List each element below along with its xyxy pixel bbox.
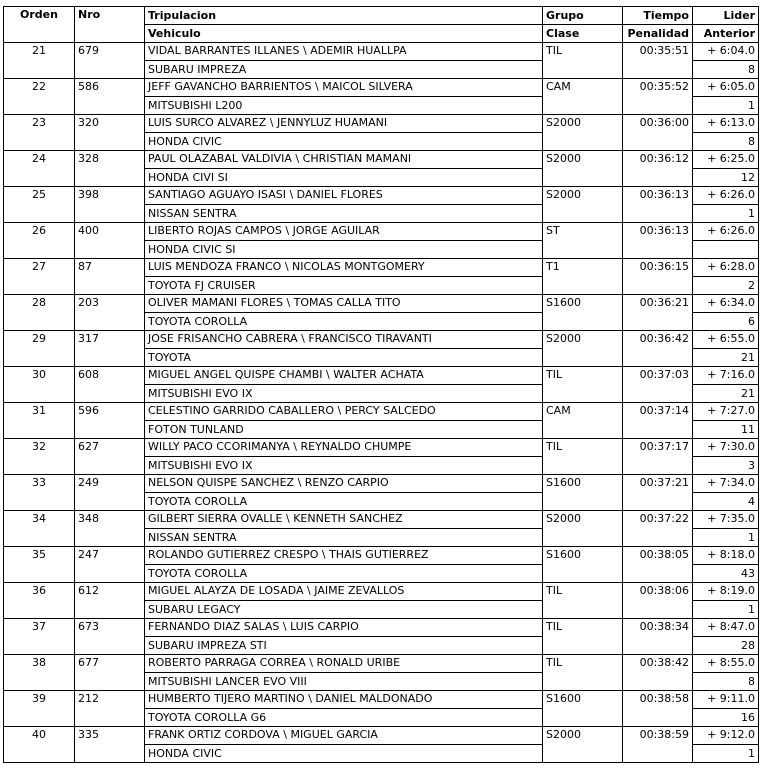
cell-orden: 33 bbox=[4, 475, 75, 511]
header-tiempo: Tiempo bbox=[623, 7, 693, 25]
cell-nro: 212 bbox=[75, 691, 145, 727]
cell-tripulacion: GILBERT SIERRA OVALLE \ KENNETH SANCHEZ bbox=[145, 511, 543, 529]
cell-nro: 398 bbox=[75, 187, 145, 223]
cell-grupo: CAM bbox=[543, 403, 623, 439]
cell-anterior: 1 bbox=[693, 205, 759, 223]
cell-grupo: TIL bbox=[543, 367, 623, 403]
cell-nro: 677 bbox=[75, 655, 145, 691]
cell-tripulacion: VIDAL BARRANTES ILLANES \ ADEMIR HUALLPA bbox=[145, 43, 543, 61]
cell-anterior: 6 bbox=[693, 313, 759, 331]
cell-lider: + 6:25.0 bbox=[693, 151, 759, 169]
cell-orden: 36 bbox=[4, 583, 75, 619]
cell-anterior: 1 bbox=[693, 97, 759, 115]
table-row bbox=[4, 403, 759, 421]
cell-grupo: S1600 bbox=[543, 475, 623, 511]
cell-nro: 679 bbox=[75, 43, 145, 79]
cell-lider: + 7:16.0 bbox=[693, 367, 759, 385]
table-row bbox=[4, 331, 759, 349]
cell-vehiculo: TOYOTA FJ CRUISER bbox=[145, 277, 543, 295]
cell-tripulacion: NELSON QUISPE SANCHEZ \ RENZO CARPIO bbox=[145, 475, 543, 493]
cell-orden: 34 bbox=[4, 511, 75, 547]
table-row bbox=[4, 367, 759, 385]
cell-orden: 35 bbox=[4, 547, 75, 583]
table-row bbox=[4, 691, 759, 709]
cell-vehiculo: TOYOTA COROLLA bbox=[145, 493, 543, 511]
cell-lider: + 7:27.0 bbox=[693, 403, 759, 421]
results-table bbox=[3, 6, 759, 763]
cell-tripulacion: CELESTINO GARRIDO CABALLERO \ PERCY SALCEDO bbox=[145, 403, 543, 421]
cell-anterior: 1 bbox=[693, 745, 759, 763]
cell-orden: 29 bbox=[4, 331, 75, 367]
cell-grupo: TIL bbox=[543, 619, 623, 655]
cell-anterior: 28 bbox=[693, 637, 759, 655]
cell-lider: + 9:12.0 bbox=[693, 727, 759, 745]
cell-lider: + 8:47.0 bbox=[693, 619, 759, 637]
cell-lider: + 6:04.0 bbox=[693, 43, 759, 61]
cell-orden: 27 bbox=[4, 259, 75, 295]
cell-vehiculo: TOYOTA COROLLA G6 bbox=[145, 709, 543, 727]
table-row bbox=[4, 475, 759, 493]
cell-tripulacion: JOSE FRISANCHO CABRERA \ FRANCISCO TIRAVANTI bbox=[145, 331, 543, 349]
cell-nro: 247 bbox=[75, 547, 145, 583]
header-clase: Clase bbox=[543, 25, 623, 43]
cell-nro: 348 bbox=[75, 511, 145, 547]
cell-orden: 30 bbox=[4, 367, 75, 403]
cell-vehiculo: MITSUBISHI EVO IX bbox=[145, 457, 543, 475]
cell-tiempo: 00:36:15 bbox=[623, 259, 693, 295]
header-lider: Lider bbox=[693, 7, 759, 25]
table-body bbox=[4, 43, 759, 763]
cell-anterior: 21 bbox=[693, 349, 759, 367]
cell-nro: 596 bbox=[75, 403, 145, 439]
cell-orden: 25 bbox=[4, 187, 75, 223]
cell-vehiculo: HONDA CIVI SI bbox=[145, 169, 543, 187]
cell-orden: 38 bbox=[4, 655, 75, 691]
cell-grupo: T1 bbox=[543, 259, 623, 295]
cell-anterior: 8 bbox=[693, 673, 759, 691]
header-grupo: Grupo bbox=[543, 7, 623, 25]
table-row bbox=[4, 151, 759, 169]
cell-grupo: S1600 bbox=[543, 295, 623, 331]
cell-vehiculo: SUBARU IMPREZA STI bbox=[145, 637, 543, 655]
cell-tripulacion: LUIS MENDOZA FRANCO \ NICOLAS MONTGOMERY bbox=[145, 259, 543, 277]
cell-tripulacion: ROLANDO GUTIERREZ CRESPO \ THAIS GUTIERREZ bbox=[145, 547, 543, 565]
cell-vehiculo: NISSAN SENTRA bbox=[145, 205, 543, 223]
cell-orden: 31 bbox=[4, 403, 75, 439]
cell-tiempo: 00:36:00 bbox=[623, 115, 693, 151]
table-row bbox=[4, 619, 759, 637]
cell-orden: 40 bbox=[4, 727, 75, 763]
cell-grupo: S2000 bbox=[543, 331, 623, 367]
cell-tripulacion: WILLY PACO CCORIMANYA \ REYNALDO CHUMPE bbox=[145, 439, 543, 457]
cell-vehiculo: SUBARU LEGACY bbox=[145, 601, 543, 619]
table-row bbox=[4, 439, 759, 457]
cell-grupo: S2000 bbox=[543, 187, 623, 223]
table-row bbox=[4, 259, 759, 277]
cell-tiempo: 00:38:05 bbox=[623, 547, 693, 583]
cell-anterior: 11 bbox=[693, 421, 759, 439]
cell-nro: 627 bbox=[75, 439, 145, 475]
cell-tiempo: 00:38:42 bbox=[623, 655, 693, 691]
cell-nro: 400 bbox=[75, 223, 145, 259]
table-row bbox=[4, 727, 759, 745]
cell-nro: 320 bbox=[75, 115, 145, 151]
cell-tripulacion: MIGUEL ALAYZA DE LOSADA \ JAIME ZEVALLOS bbox=[145, 583, 543, 601]
cell-anterior: 1 bbox=[693, 601, 759, 619]
cell-anterior: 8 bbox=[693, 133, 759, 151]
table-row bbox=[4, 583, 759, 601]
cell-tripulacion: ROBERTO PARRAGA CORREA \ RONALD URIBE bbox=[145, 655, 543, 673]
cell-grupo: S2000 bbox=[543, 511, 623, 547]
cell-lider: + 9:11.0 bbox=[693, 691, 759, 709]
table-row bbox=[4, 295, 759, 313]
cell-vehiculo: MITSUBISHI EVO IX bbox=[145, 385, 543, 403]
cell-orden: 37 bbox=[4, 619, 75, 655]
cell-nro: 249 bbox=[75, 475, 145, 511]
table-row bbox=[4, 43, 759, 61]
header-orden: Orden bbox=[4, 7, 75, 43]
cell-tripulacion: PAUL OLAZABAL VALDIVIA \ CHRISTIAN MAMANI bbox=[145, 151, 543, 169]
table-row bbox=[4, 547, 759, 565]
cell-anterior: 43 bbox=[693, 565, 759, 583]
cell-lider: + 8:18.0 bbox=[693, 547, 759, 565]
cell-nro: 203 bbox=[75, 295, 145, 331]
cell-tiempo: 00:36:13 bbox=[623, 187, 693, 223]
table-row bbox=[4, 115, 759, 133]
cell-lider: + 6:28.0 bbox=[693, 259, 759, 277]
cell-vehiculo: SUBARU IMPREZA bbox=[145, 61, 543, 79]
cell-tripulacion: JEFF GAVANCHO BARRIENTOS \ MAICOL SILVERA bbox=[145, 79, 543, 97]
header-tripulacion: Tripulacion bbox=[145, 7, 543, 25]
cell-tripulacion: MIGUEL ANGEL QUISPE CHAMBI \ WALTER ACHATA bbox=[145, 367, 543, 385]
cell-anterior: 16 bbox=[693, 709, 759, 727]
table-header bbox=[4, 7, 759, 43]
cell-orden: 24 bbox=[4, 151, 75, 187]
cell-orden: 23 bbox=[4, 115, 75, 151]
table-row bbox=[4, 655, 759, 673]
cell-grupo: S1600 bbox=[543, 691, 623, 727]
cell-tiempo: 00:37:14 bbox=[623, 403, 693, 439]
cell-vehiculo: MITSUBISHI LANCER EVO VIII bbox=[145, 673, 543, 691]
cell-tripulacion: SANTIAGO AGUAYO ISASI \ DANIEL FLORES bbox=[145, 187, 543, 205]
cell-orden: 28 bbox=[4, 295, 75, 331]
cell-nro: 586 bbox=[75, 79, 145, 115]
cell-tiempo: 00:35:52 bbox=[623, 79, 693, 115]
cell-tiempo: 00:38:58 bbox=[623, 691, 693, 727]
cell-tripulacion: OLIVER MAMANI FLORES \ TOMAS CALLA TITO bbox=[145, 295, 543, 313]
cell-lider: + 7:30.0 bbox=[693, 439, 759, 457]
cell-vehiculo: HONDA CIVIC bbox=[145, 133, 543, 151]
cell-anterior: 2 bbox=[693, 277, 759, 295]
cell-vehiculo: TOYOTA COROLLA bbox=[145, 565, 543, 583]
cell-tiempo: 00:36:12 bbox=[623, 151, 693, 187]
cell-anterior: 3 bbox=[693, 457, 759, 475]
table-row bbox=[4, 79, 759, 97]
cell-tripulacion: LIBERTO ROJAS CAMPOS \ JORGE AGUILAR bbox=[145, 223, 543, 241]
cell-orden: 26 bbox=[4, 223, 75, 259]
cell-vehiculo: NISSAN SENTRA bbox=[145, 529, 543, 547]
cell-tripulacion: FERNANDO DIAZ SALAS \ LUIS CARPIO bbox=[145, 619, 543, 637]
cell-nro: 608 bbox=[75, 367, 145, 403]
cell-anterior bbox=[693, 241, 759, 259]
cell-vehiculo: HONDA CIVIC SI bbox=[145, 241, 543, 259]
cell-grupo: S2000 bbox=[543, 151, 623, 187]
cell-nro: 87 bbox=[75, 259, 145, 295]
cell-lider: + 8:19.0 bbox=[693, 583, 759, 601]
cell-anterior: 1 bbox=[693, 529, 759, 547]
cell-tripulacion: HUMBERTO TIJERO MARTINO \ DANIEL MALDONADO bbox=[145, 691, 543, 709]
cell-anterior: 21 bbox=[693, 385, 759, 403]
cell-tiempo: 00:36:13 bbox=[623, 223, 693, 259]
cell-tripulacion: LUIS SURCO ALVAREZ \ JENNYLUZ HUAMANI bbox=[145, 115, 543, 133]
cell-grupo: S1600 bbox=[543, 547, 623, 583]
table-row bbox=[4, 187, 759, 205]
cell-lider: + 6:26.0 bbox=[693, 223, 759, 241]
cell-grupo: TIL bbox=[543, 583, 623, 619]
cell-grupo: TIL bbox=[543, 655, 623, 691]
cell-tiempo: 00:38:06 bbox=[623, 583, 693, 619]
header-nro: Nro bbox=[75, 7, 145, 43]
cell-tiempo: 00:36:42 bbox=[623, 331, 693, 367]
cell-lider: + 6:26.0 bbox=[693, 187, 759, 205]
cell-vehiculo: TOYOTA COROLLA bbox=[145, 313, 543, 331]
cell-tiempo: 00:35:51 bbox=[623, 43, 693, 79]
cell-nro: 317 bbox=[75, 331, 145, 367]
cell-lider: + 6:34.0 bbox=[693, 295, 759, 313]
cell-tiempo: 00:38:59 bbox=[623, 727, 693, 763]
cell-grupo: S2000 bbox=[543, 115, 623, 151]
header-vehiculo: Vehiculo bbox=[145, 25, 543, 43]
cell-grupo: S2000 bbox=[543, 727, 623, 763]
cell-orden: 21 bbox=[4, 43, 75, 79]
cell-grupo: CAM bbox=[543, 79, 623, 115]
results-table-container bbox=[3, 6, 759, 763]
table-row bbox=[4, 223, 759, 241]
cell-tiempo: 00:36:21 bbox=[623, 295, 693, 331]
header-penalidad: Penalidad bbox=[623, 25, 693, 43]
header-anterior: Anterior bbox=[693, 25, 759, 43]
cell-anterior: 12 bbox=[693, 169, 759, 187]
cell-orden: 22 bbox=[4, 79, 75, 115]
cell-orden: 39 bbox=[4, 691, 75, 727]
cell-nro: 328 bbox=[75, 151, 145, 187]
cell-grupo: TIL bbox=[543, 43, 623, 79]
cell-tripulacion: FRANK ORTIZ CORDOVA \ MIGUEL GARCIA bbox=[145, 727, 543, 745]
cell-nro: 335 bbox=[75, 727, 145, 763]
cell-tiempo: 00:37:21 bbox=[623, 475, 693, 511]
cell-lider: + 8:55.0 bbox=[693, 655, 759, 673]
cell-tiempo: 00:37:22 bbox=[623, 511, 693, 547]
cell-anterior: 8 bbox=[693, 61, 759, 79]
cell-orden: 32 bbox=[4, 439, 75, 475]
cell-lider: + 7:34.0 bbox=[693, 475, 759, 493]
table-row bbox=[4, 511, 759, 529]
cell-lider: + 6:55.0 bbox=[693, 331, 759, 349]
cell-grupo: TIL bbox=[543, 439, 623, 475]
cell-lider: + 6:05.0 bbox=[693, 79, 759, 97]
cell-vehiculo: HONDA CIVIC bbox=[145, 745, 543, 763]
cell-grupo: ST bbox=[543, 223, 623, 259]
cell-vehiculo: FOTON TUNLAND bbox=[145, 421, 543, 439]
cell-tiempo: 00:37:17 bbox=[623, 439, 693, 475]
cell-tiempo: 00:38:34 bbox=[623, 619, 693, 655]
cell-lider: + 6:13.0 bbox=[693, 115, 759, 133]
cell-tiempo: 00:37:03 bbox=[623, 367, 693, 403]
cell-lider: + 7:35.0 bbox=[693, 511, 759, 529]
cell-anterior: 4 bbox=[693, 493, 759, 511]
cell-nro: 612 bbox=[75, 583, 145, 619]
cell-nro: 673 bbox=[75, 619, 145, 655]
cell-vehiculo: TOYOTA bbox=[145, 349, 543, 367]
cell-vehiculo: MITSUBISHI L200 bbox=[145, 97, 543, 115]
